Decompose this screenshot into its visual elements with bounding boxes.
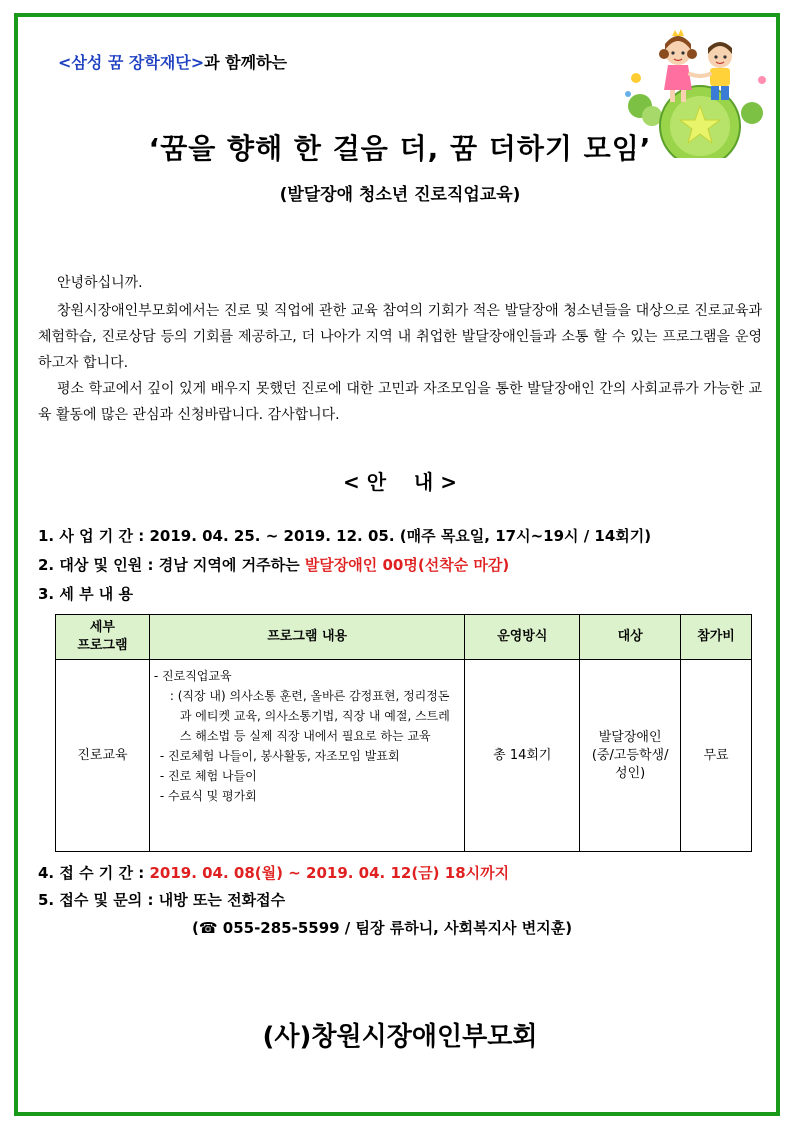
- cell-target: 발달장애인 (중/고등학생/ 성인): [580, 660, 681, 852]
- intro-line: [58, 50, 287, 73]
- cell-fee: 무료: [681, 660, 752, 852]
- header-method: 운영방식: [465, 615, 580, 660]
- item-reception: [38, 862, 509, 883]
- foundation-name: <삼성 꿈 장학재단>: [58, 53, 205, 72]
- header-content: 프로그램 내용: [149, 615, 465, 660]
- item-highlight: 발달장애인 00명(선착순 마감): [304, 556, 510, 574]
- header-fee: 참가비: [681, 615, 752, 660]
- content-item: - 진로체험 나들이, 봉사활동, 자조모임 발표회: [159, 749, 400, 763]
- cell-content: [149, 660, 465, 852]
- item-details: [38, 583, 133, 604]
- content-item: : (직장 내) 의사소통 훈련, 올바른 감정표현, 정리정돈과 에티켓 교육, 의사소통기법, 직장 내 예절, 스트레스 해소법 등 실제 직장 내에서 필요로 하는 교육: [169, 689, 450, 743]
- paragraph: 창원시장애인부모회에서는 진로 및 직업에 관한 교육 참여의 기회가 적은 발달장애 청소년들을 대상으로 진로교육과 체험학습, 진로상담 등의 기회를 제공하고, 더 나아가 지역 내 취업한 발달장애인들과 소통 할 수 있는 프로그램을 운영하고자 합니다.: [38, 303, 762, 371]
- item-value: 2019. 04. 25. ~ 2019. 12. 05. (매주 목요일, 17시~19시 / 14회기): [149, 527, 652, 545]
- content-item: - 진로 체험 나들이: [159, 769, 257, 783]
- item-label: 2. 대상 및 인원 :: [38, 556, 154, 574]
- item-value: 내방 또는 전화접수: [158, 891, 286, 909]
- item-inquiry: [38, 889, 285, 910]
- page-title: ‘꿈을 향해 한 걸음 더, 꿈 더하기 모임’: [148, 132, 652, 165]
- body-paragraphs: [38, 298, 762, 428]
- greeting: 안녕하십니까.: [57, 275, 143, 291]
- page-subtitle: (발달장애 청소년 진로직업교육): [279, 185, 521, 205]
- cell-method: 총 14회기: [465, 660, 580, 852]
- item-label: 3. 세 부 내 용: [38, 585, 133, 603]
- intro-suffix: 과 함께하는: [204, 53, 288, 72]
- item-value: 2019. 04. 08(월) ~ 2019. 04. 12(금) 18시까지: [149, 864, 510, 882]
- organization-name: (사)창원시장애인부모회: [262, 1022, 538, 1052]
- item-label: 5. 접수 및 문의 :: [38, 891, 154, 909]
- header-program: 세부 프로그램: [56, 615, 150, 660]
- item-target: [38, 554, 509, 575]
- item-value: 경남 지역에 거주하는: [158, 556, 300, 574]
- paragraph: 평소 학교에서 깊이 있게 배우지 못했던 진로에 대한 고민과 자조모임을 통한 발달장애인 간의 사회교류가 가능한 교육 활동에 많은 관심과 신청바랍니다. 감사합니다.: [38, 381, 762, 423]
- item-period: [38, 525, 651, 546]
- table-header-row: [56, 615, 752, 660]
- item-label: 4. 접 수 기 간 :: [38, 864, 145, 882]
- header-target: 대상: [580, 615, 681, 660]
- item-label: 1. 사 업 기 간 :: [38, 527, 145, 545]
- program-table: [55, 614, 752, 852]
- content-item: - 진로직업교육: [153, 669, 232, 683]
- notice-heading: < 안 내 >: [343, 470, 457, 494]
- cell-program: 진로교육: [56, 660, 150, 852]
- phone-line: (☎ 055-285-5599 / 팀장 류하니, 사회복지사 변지훈): [192, 919, 573, 937]
- table-row: [56, 660, 752, 852]
- content-item: - 수료식 및 평가회: [159, 789, 257, 803]
